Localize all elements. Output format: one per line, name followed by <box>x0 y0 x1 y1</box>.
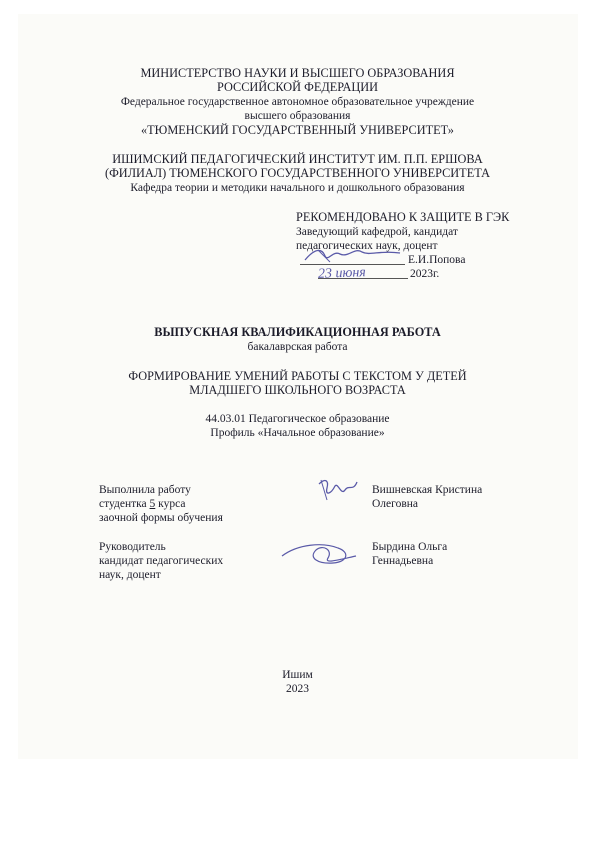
supervisor-label-3: наук, доцент <box>99 569 161 581</box>
student-label-3: заочной формы обучения <box>99 512 223 524</box>
footer-city: Ишим <box>282 669 313 681</box>
student-name-1: Вишневская Кристина <box>372 484 483 496</box>
student-signature <box>315 474 360 504</box>
student-label-2: студентка 5 курса <box>99 498 186 510</box>
ministry-line-1: МИНИСТЕРСТВО НАУКИ И ВЫСШЕГО ОБРАЗОВАНИЯ <box>140 66 455 80</box>
institute-line-2: (ФИЛИАЛ) ТЮМЕНСКОГО ГОСУДАРСТВЕННОГО УНИВЕРСИТЕТА <box>105 166 490 180</box>
supervisor-signature <box>278 536 360 570</box>
approval-title: РЕКОМЕНДОВАНО К ЗАЩИТЕ В ГЭК <box>296 210 510 224</box>
institution-type-line: Федеральное государственное автономное образовательное учреждение <box>120 96 475 108</box>
supervisor-name-2: Геннадьевна <box>372 555 434 567</box>
topic-line-1: ФОРМИРОВАНИЕ УМЕНИЙ РАБОТЫ С ТЕКСТОМ У ДЕТЕЙ <box>128 369 467 383</box>
handwritten-date: 23 июня <box>317 265 367 282</box>
supervisor-label-1: Руководитель <box>99 541 166 553</box>
institute-line-1: ИШИМСКИЙ ПЕДАГОГИЧЕСКИЙ ИНСТИТУТ ИМ. П.П. ЕРШОВА <box>112 152 483 166</box>
education-level-line: высшего образования <box>244 110 351 122</box>
approval-role-1: Заведующий кафедрой, кандидат <box>296 226 458 238</box>
head-signature <box>300 244 410 266</box>
work-subtitle: бакалаврская работа <box>247 341 348 353</box>
supervisor-name-1: Бырдина Ольга <box>372 541 448 553</box>
topic-line-2: МЛАДШЕГО ШКОЛЬНОГО ВОЗРАСТА <box>189 383 406 397</box>
work-title: ВЫПУСКНАЯ КВАЛИФИКАЦИОННАЯ РАБОТА <box>154 325 441 339</box>
supervisor-label-2: кандидат педагогических <box>99 555 224 567</box>
student-name-2: Олеговна <box>372 498 419 510</box>
ministry-line-2: РОССИЙСКОЙ ФЕДЕРАЦИИ <box>216 80 379 94</box>
university-name: «ТЮМЕНСКИЙ ГОСУДАРСТВЕННЫЙ УНИВЕРСИТЕТ» <box>141 123 454 137</box>
speciality-code: 44.03.01 Педагогическое образование <box>205 413 390 425</box>
student-label-1: Выполнила работу <box>99 484 191 496</box>
approval-year: 2023г. <box>410 268 440 280</box>
department-line: Кафедра теории и методики начального и дошкольного образования <box>130 182 465 194</box>
approval-role-2: педагогических наук, доцент <box>296 240 438 252</box>
course-number: 5 <box>149 498 156 510</box>
footer-year: 2023 <box>286 683 309 695</box>
profile-line: Профиль «Начальное образование» <box>210 427 385 439</box>
approval-name: Е.И.Попова <box>408 254 466 266</box>
